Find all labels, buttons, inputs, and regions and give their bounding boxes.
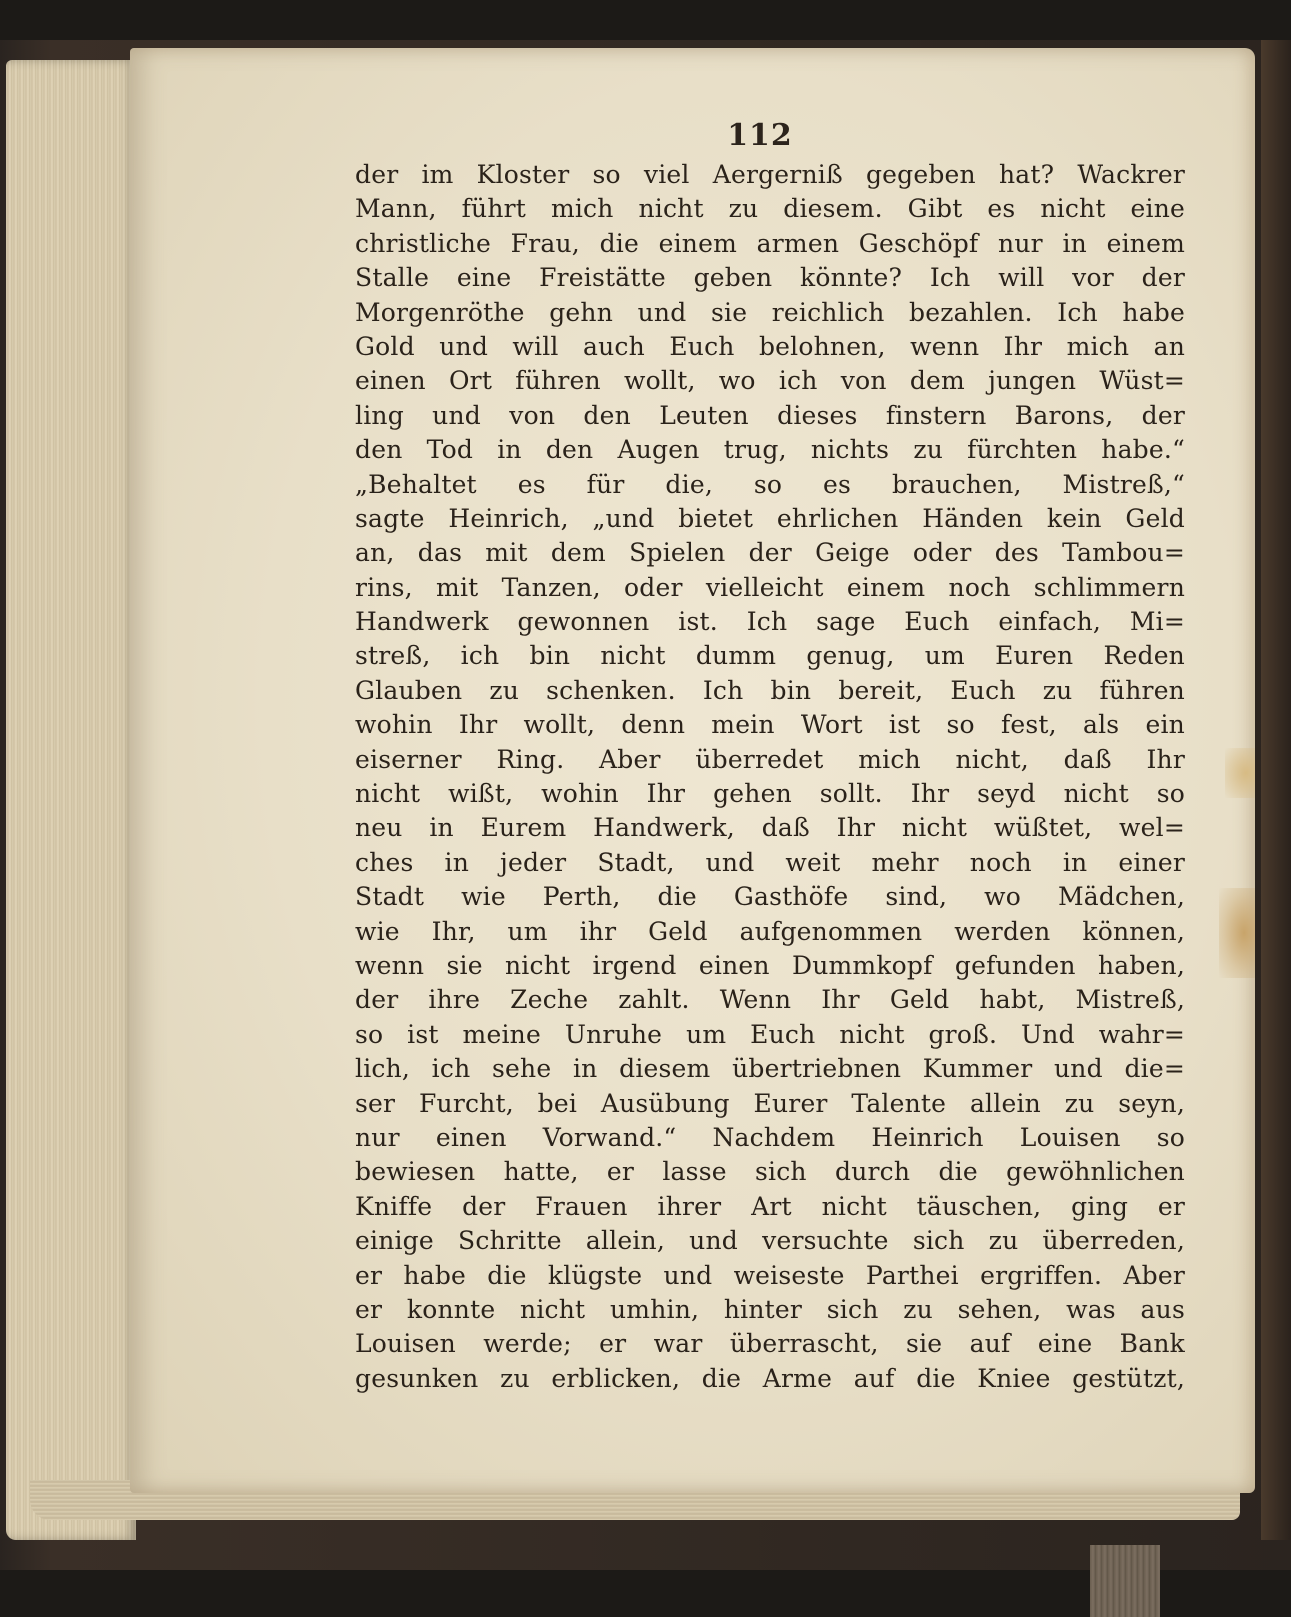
text-line: Kniffe der Frauen ihrer Art nicht täuschen, ging er	[355, 1191, 1185, 1221]
text-line: einige Schritte allein, und versuchte sich zu überreden,	[355, 1226, 1185, 1256]
text-line: „Behaltet es für die, so es brauchen, Mistreß,“	[355, 469, 1185, 499]
text-line: wie Ihr, um ihr Geld aufgenommen werden können,	[355, 916, 1185, 946]
text-line: der im Kloster so viel Aergerniß gegeben hat? Wackrer	[355, 160, 1185, 189]
text-line: sagte Heinrich, „und bietet ehrlichen Händen kein Geld	[355, 503, 1185, 533]
text-line: er konnte nicht umhin, hinter sich zu sehen, was aus	[355, 1294, 1185, 1324]
text-line: an, das mit dem Spielen der Geige oder des Tambou=	[355, 538, 1185, 568]
text-line: den Tod in den Augen trug, nichts zu fürchten habe.“	[355, 435, 1185, 465]
text-line: Stalle eine Freistätte geben könnte? Ich will vor der	[355, 263, 1185, 293]
bookmark-ribbon	[1090, 1545, 1160, 1617]
text-line: bewiesen hatte, er lasse sich durch die gewöhnlichen	[355, 1157, 1185, 1187]
text-line: Glauben zu schenken. Ich bin bereit, Euch zu führen	[355, 675, 1185, 705]
text-line: Morgenröthe gehn und sie reichlich bezahlen. Ich habe	[355, 297, 1185, 327]
page-stack-left	[6, 60, 136, 1540]
text-line: christliche Frau, die einem armen Geschöpf nur in einem	[355, 228, 1185, 258]
text-line: nicht wißt, wohin Ihr gehen sollt. Ihr seyd nicht so	[355, 779, 1185, 809]
text-line: rins, mit Tanzen, oder vielleicht einem noch schlimmern	[355, 572, 1185, 602]
text-line: ser Furcht, bei Ausübung Eurer Talente allein zu seyn,	[355, 1088, 1185, 1118]
text-line: neu in Eurem Handwerk, daß Ihr nicht wüßtet, wel=	[355, 813, 1185, 843]
text-line: Louisen werde; er war überrascht, sie auf eine Bank	[355, 1329, 1185, 1359]
book-spine-edge	[1261, 40, 1291, 1540]
text-line: einen Ort führen wollt, wo ich von dem jungen Wüst=	[355, 366, 1185, 396]
text-line: Handwerk gewonnen ist. Ich sage Euch einfach, Mi=	[355, 607, 1185, 637]
text-line: ling und von den Leuten dieses finstern Barons, der	[355, 400, 1185, 430]
text-line: wenn sie nicht irgend einen Dummkopf gefunden haben,	[355, 950, 1185, 980]
page-stain	[1219, 888, 1255, 978]
page-text	[355, 158, 1185, 1396]
text-line: lich, ich sehe in diesem übertriebnen Kummer und die=	[355, 1054, 1185, 1084]
text-line: wohin Ihr wollt, denn mein Wort ist so fest, als ein	[355, 710, 1185, 740]
text-line: er habe die klügste und weiseste Parthei ergriffen. Aber	[355, 1260, 1185, 1290]
text-line: Stadt wie Perth, die Gasthöfe sind, wo Mädchen,	[355, 882, 1185, 912]
text-line: ches in jeder Stadt, und weit mehr noch in einer	[355, 847, 1185, 877]
text-line: so ist meine Unruhe um Euch nicht groß. Und wahr=	[355, 1019, 1185, 1049]
text-line: gesunken zu erblicken, die Arme auf die Kniee gestützt,	[355, 1363, 1185, 1393]
text-line: nur einen Vorwand.“ Nachdem Heinrich Louisen so	[355, 1122, 1185, 1152]
page-number: 112	[727, 118, 793, 153]
text-line: der ihre Zeche zahlt. Wenn Ihr Geld habt, Mistreß,	[355, 985, 1185, 1015]
text-line: Gold und will auch Euch belohnen, wenn Ihr mich an	[355, 331, 1185, 361]
text-line: eiserner Ring. Aber überredet mich nicht, daß Ihr	[355, 744, 1185, 774]
text-line: streß, ich bin nicht dumm genug, um Euren Reden	[355, 641, 1185, 671]
page-stain	[1225, 748, 1255, 798]
text-line: Mann, führt mich nicht zu diesem. Gibt es nicht eine	[355, 194, 1185, 224]
